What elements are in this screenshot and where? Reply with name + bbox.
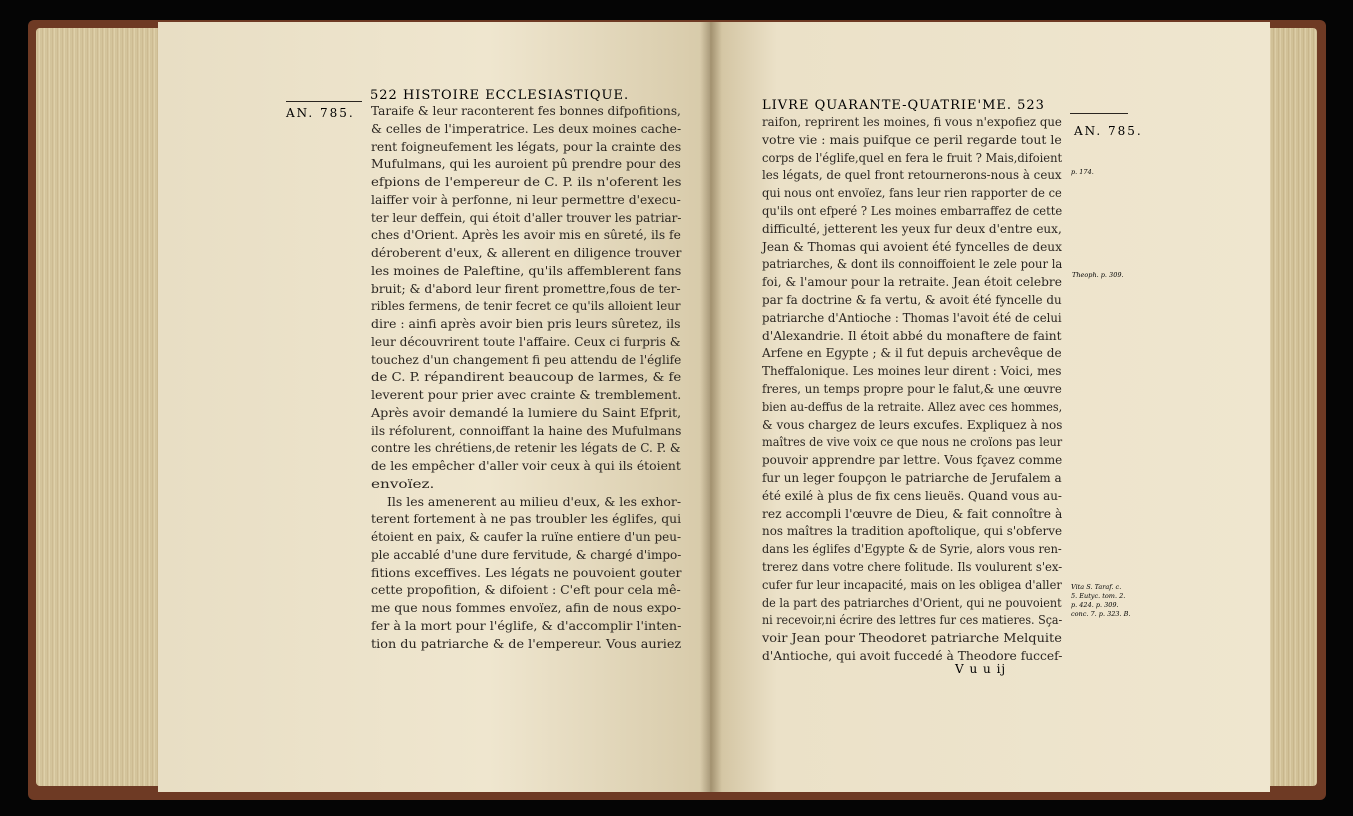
text-line: ple accablé d'une dure fervitude, & chargé d'impo-: [371, 547, 682, 562]
book-gutter: [700, 22, 722, 792]
margin-note: p. 424. p. 309.: [1071, 601, 1119, 609]
left-page-header: 522 HISTOIRE ECCLESIASTIQUE.: [370, 88, 630, 103]
text-line: patriarches, & dont ils connoiffoient le zele pour la: [762, 257, 1063, 272]
text-line: terent fortement à ne pas troubler les églifes, qui: [371, 512, 682, 527]
text-line: ter leur deffein, qui étoit d'aller trouver les patriar-: [371, 210, 682, 225]
text-line: patriarche d'Antioche : Thomas l'avoit été de celui: [762, 310, 1062, 325]
text-line: par fa doctrine & fa vertu, & avoit été fyncelle du: [762, 293, 1062, 307]
text-line: les légats, de quel front retournerons-nous à ceux: [762, 168, 1062, 183]
right-margin-year: AN. 785.: [1074, 124, 1143, 138]
text-line: Taraife & leur raconterent fes bonnes difpofitions,: [371, 104, 681, 118]
text-line: difficulté, jetterent les yeux fur deux d'entre eux,: [762, 221, 1062, 236]
text-line: Theffalonique. Les moines leur dirent : Voici, mes: [762, 364, 1062, 379]
text-line: votre vie : mais puifque ce peril regarde tout le: [762, 132, 1062, 147]
text-line: tion du patriarche & de l'empereur. Vous auriez: [371, 636, 682, 651]
text-line: voir Jean pour Theodoret patriarche Melquite: [762, 631, 1062, 646]
text-line: fer à la mort pour l'églife, & d'accomplir l'inten-: [371, 618, 682, 633]
text-line: me que nous fommes envoïez, afin de nous expo-: [371, 601, 681, 615]
text-line: contre les chrétiens,de retenir les légats de C. P. &: [371, 441, 681, 456]
text-line: de les empêcher d'aller voir ceux à qui ils étoient: [371, 459, 681, 473]
text-line: fitions exceffives. Les légats ne pouvoient gouter: [371, 565, 682, 580]
text-line: raifon, reprirent les moines, fi vous n'expofiez que: [762, 115, 1062, 129]
right-page-header: LIVRE QUARANTE-QUATRIE'ME. 523: [762, 98, 1045, 113]
text-line: bruit; & d'abord leur firent promettre,fous de ter-: [371, 281, 681, 296]
signature-mark: V u u ij: [955, 662, 1007, 676]
text-line: d'Antioche, qui avoit fuccedé à Theodore fuccef-: [762, 649, 1063, 663]
margin-note: 5. Eutyc. tom. 2.: [1071, 592, 1126, 600]
left-page-edges: [36, 28, 176, 786]
margin-note: Theoph. p. 309.: [1072, 271, 1124, 279]
text-line: pouvoir apprendre par lettre. Vous fçavez comme: [762, 453, 1063, 468]
left-margin-year: AN. 785.: [286, 106, 355, 120]
text-line: rez accompli l'œuvre de Dieu, & fait connoître à: [762, 506, 1063, 521]
text-line: leverent pour prier avec crainte & tremblement.: [371, 388, 682, 402]
text-line: cufer fur leur incapacité, mais on les obligea d'aller: [762, 577, 1062, 592]
margin-note: conc. 7. p. 323. B.: [1071, 610, 1131, 618]
text-line: & vous chargez de leurs excufes. Expliquez à nos: [762, 417, 1063, 432]
text-line: d'Alexandrie. Il étoit abbé du monaftere de faint: [762, 328, 1062, 343]
text-line: rent foigneufement les légats, pour la crainte des: [371, 139, 682, 154]
text-line: freres, un temps propre pour le falut,& une œuvre: [762, 382, 1062, 396]
text-line: les moines de Paleftine, qu'ils affemblerent fans: [371, 263, 682, 278]
text-line: bien au-deffus de la retraite. Allez avec ces hommes,: [762, 399, 1063, 414]
text-line: fur un leger foupçon le patriarche de Jerufalem a: [762, 471, 1062, 485]
margin-note: p. 174.: [1071, 168, 1094, 176]
text-line: cette propofition, & difoient : C'eft pour cela mê-: [371, 583, 681, 598]
text-line: ni recevoir,ni écrire des lettres fur ces matieres. Sça-: [762, 613, 1063, 628]
text-line: & celles de l'imperatrice. Les deux moines cache-: [371, 121, 682, 136]
text-line: de C. P. répandirent beaucoup de larmes, & fe: [371, 370, 682, 385]
text-line: été exilé à plus de fix cens lieuës. Quand vous au-: [762, 488, 1062, 503]
text-line: qu'ils ont efperé ? Les moines embarraffez de cette: [762, 204, 1063, 218]
text-line: corps de l'églife,quel en fera le fruit ? Mais,difoient: [762, 150, 1063, 165]
text-line: Arfene en Egypte ; & il fut depuis archevêque de: [762, 346, 1062, 361]
text-line: Mufulmans, qui les auroient pû prendre pour des: [371, 157, 681, 172]
text-line: dans les églifes d'Egypte & de Syrie, alors vous ren-: [762, 542, 1062, 557]
text-line: laiffer voir à perfonne, ni leur permettre d'execu-: [371, 192, 681, 207]
text-line: maîtres de vive voix ce que nous ne croïons pas leur: [762, 435, 1063, 450]
text-line: Jean & Thomas qui avoient été fyncelles de deux: [762, 239, 1062, 254]
text-line: Après avoir demandé la lumiere du Saint Efprit,: [371, 405, 682, 420]
text-line: ils réfolurent, connoiffant la haine des Mufulmans: [371, 423, 682, 438]
text-line: nos maîtres la tradition apoftolique, qui s'obferve: [762, 524, 1063, 539]
text-line: étoient en paix, & caufer la ruïne entiere d'un peu-: [371, 530, 682, 544]
right-margin-rule: [1070, 113, 1128, 114]
text-line: déroberent d'eux, & allerent en diligence trouver: [371, 246, 682, 260]
text-line: dire : ainfi après avoir bien pris leurs sûretez, ils: [371, 317, 681, 331]
margin-note: Vita S. Taraf. c.: [1071, 583, 1122, 591]
left-margin-rule: [286, 101, 362, 102]
text-line: foi, & l'amour pour la retraite. Jean étoit celebre: [762, 275, 1062, 290]
text-line: efpions de l'empereur de C. P. ils n'oferent les: [371, 175, 682, 189]
text-line: qui nous ont envoïez, fans leur rien rapporter de ce: [762, 186, 1062, 201]
text-line: leur découvrirent toute l'affaire. Ceux ci furpris &: [371, 334, 681, 349]
text-line: ches d'Orient. Après les avoir mis en sûreté, ils fe: [371, 228, 681, 243]
text-line: ribles fermens, de tenir fecret ce qu'ils alloient leur: [371, 299, 681, 314]
text-line: touchez d'un changement fi peu attendu de l'églife: [371, 352, 682, 367]
text-line: envoïez.: [371, 476, 435, 491]
text-line: Ils les amenerent au milieu d'eux, & les exhor-: [387, 494, 682, 509]
text-line: de la part des patriarches d'Orient, qui ne pouvoient: [762, 595, 1062, 610]
text-line: trerez dans votre chere folitude. Ils voulurent s'ex-: [762, 560, 1063, 574]
